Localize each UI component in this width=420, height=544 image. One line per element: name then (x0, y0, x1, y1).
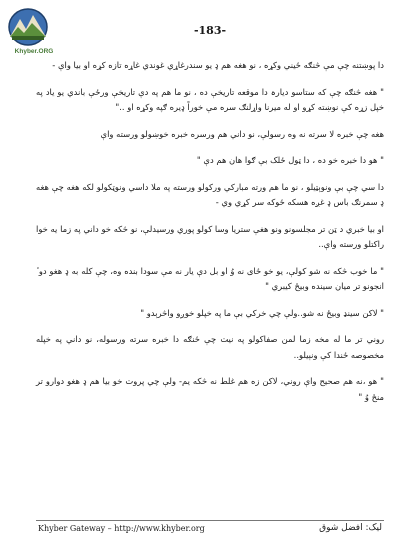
page-number: -183- (193, 24, 227, 37)
footer-divider (36, 520, 384, 521)
logo-text: Khyber.ORG (14, 48, 54, 55)
paragraph-8: " لاکن سينډ وبيځ نه شو..ولې چي خرکي بې ما په خپلو خوږو واڅرېدو " (140, 307, 384, 318)
paragraph-1: دا پوښتنه چې مې څنګه ځيني وکړه ، نو هغه هم ډ يو سندرغاړي غوندي غاړه تازه کړه او بيا واې - (52, 60, 384, 70)
footer-website: Khyber Gateway – http://www.khyber.org (38, 524, 205, 533)
paragraph-10: " هو ،نه هم صحيح واې روني، لاکن زه هم غلط نه څکه يم- ولې چي پروت خو بيا هم ډ هغو دوارو تر منځ وُ " (36, 376, 384, 402)
paragraph-9: روني تر ما له مخه زما لمن صفاکولو په نيت چې ځنګه دا خبره سرته ورسوله، نو داني په خپله مخصوصه ځندا کې ونېيلو.. (36, 334, 384, 360)
paragraph-4: " هو دا خبره خو ده ، دا ټول ځلک بې ګوا هان هم دې " (196, 155, 384, 165)
paragraph-3: هغه چې خبره لا سرته نه وه رسولې، نو داني هم ورسره خبره خوښولو ورسته واې (100, 128, 384, 139)
footer-author: ليک: افضل شوق (319, 523, 382, 533)
paragraph-5: دا سي چې بې ونوېټيلو ، نو ما هم ورته مبارکي ورکولو ورسته په ملا داسي ونوټكولو لکه هغه چې هغه ډ سمرنګ باس ډ غږه هسكه ځوکه سر کړي وي - (36, 181, 384, 207)
document-body (36, 58, 384, 416)
paragraph-7: " ما خوب څکه نه شو کولې، يو خو ځای نه وُ او بل دې يار نه مې سودا بنده وه، چې کله به ډ هغو دو ٔ انجونو تر ميان سينده وبيځ کيبري " (36, 265, 384, 291)
paragraph-6: او بيا خبري د ټن تر مجلسونو ونو هغې ستريا وسا کولو پوري ورسيدلې، نو څکه خو داني په زما يه خوا راکتلو ورسته واې.. (36, 223, 384, 249)
paragraph-2: " هغه څنګه چې که ستاسو ديارہ دا موقعه تاريخې ده ، نو ما هم په دې تاريخې ورځې باندي يو ياد په خپل زړه کې نوښته کړو او له ميرنا واړلنګ سره مې خوراً ډيره ګپه وکړه او .." (36, 86, 384, 112)
